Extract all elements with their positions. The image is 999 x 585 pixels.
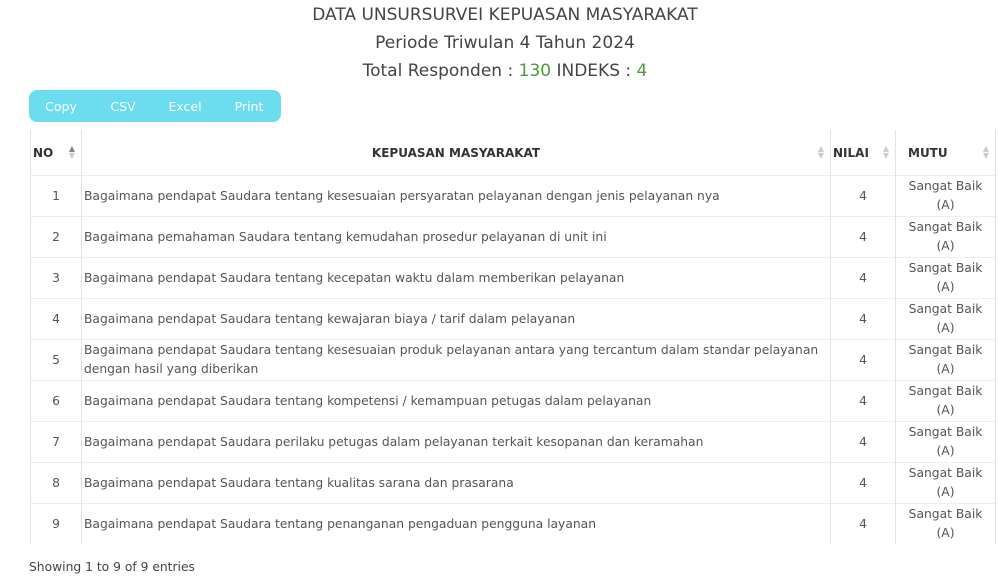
row-nilai: 4 [831,381,896,422]
row-nilai: 4 [831,422,896,463]
respondents-count: 130 [518,61,552,81]
respondents-label: Total Responden : [362,61,519,81]
row-number: 9 [31,504,82,545]
row-number: 4 [31,299,82,340]
row-mutu: Sangat Baik (A) [896,422,996,463]
index-label: INDEKS : [551,61,637,81]
row-mutu: Sangat Baik (A) [896,504,996,545]
page-title: DATA UNSURSURVEI KEPUASAN MASYARAKAT [312,5,698,25]
row-question: Bagaimana pemahaman Saudara tentang kemudahan prosedur pelayanan di unit ini [82,217,831,258]
table-row [31,463,996,504]
survey-table [30,130,996,544]
row-number: 1 [31,176,82,217]
table-row [31,258,996,299]
row-question: Bagaimana pendapat Saudara tentang kualitas sarana dan prasarana [82,463,831,504]
row-mutu: Sangat Baik (A) [896,258,996,299]
row-question: Bagaimana pendapat Saudara perilaku petugas dalam pelayanan terkait kesopanan dan keramahan [82,422,831,463]
row-mutu: Sangat Baik (A) [896,340,996,381]
row-mutu: Sangat Baik (A) [896,381,996,422]
row-question: Bagaimana pendapat Saudara tentang kewajaran biaya / tarif dalam pelayanan [82,299,831,340]
col-nilai[interactable]: NILAI ▲ ▼ [831,130,896,176]
row-nilai: 4 [831,463,896,504]
table-row [31,422,996,463]
print-button[interactable]: Print [234,98,264,114]
row-mutu: Sangat Baik (A) [896,176,996,217]
sort-icon: ▲ ▼ [882,144,889,160]
sort-icon: ▲ ▼ [68,144,75,160]
row-question: Bagaimana pendapat Saudara tentang kompetensi / kemampuan petugas dalam pelayanan [82,381,831,422]
row-number: 6 [31,381,82,422]
sort-icon: ▲ ▼ [982,144,989,160]
csv-button[interactable]: CSV [110,98,136,114]
row-number: 2 [31,217,82,258]
row-nilai: 4 [831,258,896,299]
col-question[interactable]: KEPUASAN MASYARAKAT ▲ ▼ [82,130,831,176]
row-nilai: 4 [831,176,896,217]
index-value: 4 [636,61,648,81]
col-no[interactable]: NO ▲ ▼ [31,130,82,176]
row-question: Bagaimana pendapat Saudara tentang kesesuaian persyaratan pelayanan dengan jenis pelayanan nya [82,176,831,217]
sort-icon: ▲ ▼ [817,144,824,160]
col-mutu[interactable]: MUTU ▲ ▼ [896,130,996,176]
row-question: Bagaimana pendapat Saudara tentang kecepatan waktu dalam memberikan pelayanan [82,258,831,299]
table-row [31,299,996,340]
row-number: 3 [31,258,82,299]
row-number: 5 [31,340,82,381]
table-row [31,504,996,545]
table-row [31,217,996,258]
row-mutu: Sangat Baik (A) [896,299,996,340]
export-buttons [29,90,281,122]
excel-button[interactable]: Excel [168,98,202,114]
row-mutu: Sangat Baik (A) [896,463,996,504]
row-nilai: 4 [831,340,896,381]
row-mutu: Sangat Baik (A) [896,217,996,258]
copy-button[interactable]: Copy [45,98,77,114]
table-row [31,176,996,217]
row-number: 8 [31,463,82,504]
row-question: Bagaimana pendapat Saudara tentang penanganan pengaduan pengguna layanan [82,504,831,545]
period: Periode Triwulan 4 Tahun 2024 [375,33,635,53]
row-question: Bagaimana pendapat Saudara tentang kesesuaian produk pelayanan antara yang tercantum dalam standar pelayanan dengan hasil yang diberikan [82,340,831,381]
table-row [31,381,996,422]
row-number: 7 [31,422,82,463]
page-header [0,1,999,85]
row-nilai: 4 [831,217,896,258]
table-info: Showing 1 to 9 of 9 entries [29,560,195,574]
row-nilai: 4 [831,504,896,545]
table-row [31,340,996,381]
summary [0,57,999,85]
row-nilai: 4 [831,299,896,340]
